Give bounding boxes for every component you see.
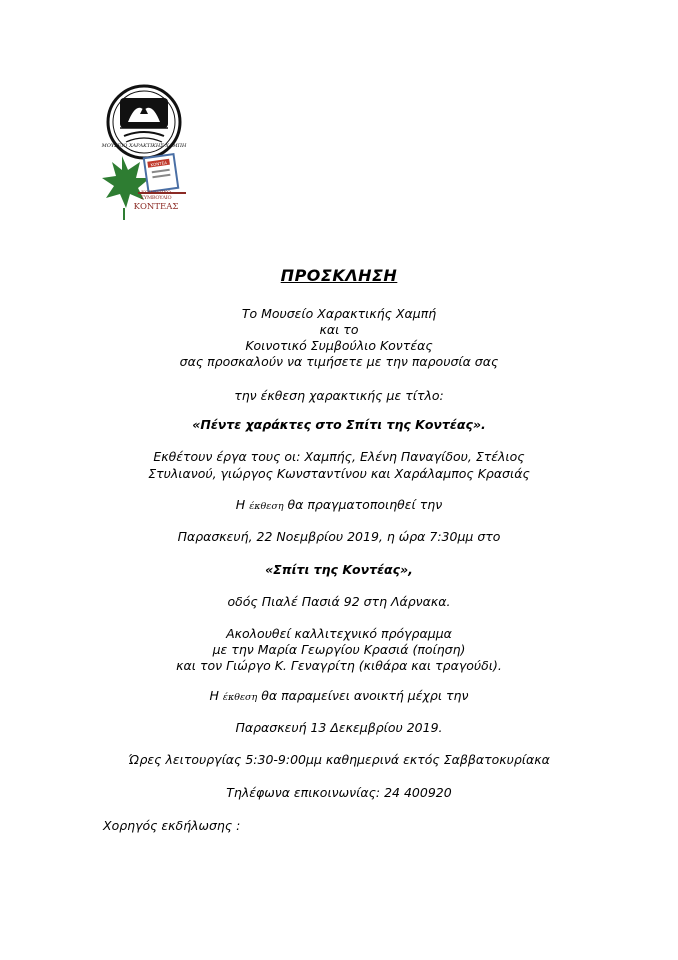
council-badge-text: ΚΟΝΤΕΑ	[150, 160, 168, 168]
council-logo-name: ΚΟΝΤΕΑΣ	[133, 202, 179, 212]
open-rest: θα παραμείνει ανοικτή μέχρι την	[261, 688, 469, 703]
museum-seal-logo	[101, 84, 187, 160]
opening-rest: θα πραγματοποιηθεί την	[287, 497, 443, 512]
sponsor-label: Χορηγός εκδήλωσης :	[103, 818, 241, 833]
open-exhibition-word: έκθεση	[222, 692, 258, 703]
intro-line-1: Το Μουσείο Χαρακτικής Χαμπή	[241, 306, 437, 321]
artists-line-1: Εκθέτουν έργα τους οι: Χαμπής, Ελένη Παναγίδου, Στέλιος	[153, 449, 525, 464]
council-logo-text	[126, 191, 186, 212]
venue-name: «Σπίτι της Κοντέας»,	[265, 562, 413, 577]
intro-line-4: σας προσκαλούν να τιμήσετε με την παρουσία σας	[179, 354, 499, 369]
closing-date: Παρασκευή 13 Δεκεμβρίου 2019.	[235, 720, 443, 735]
artists-line-2: Στυλιανού, γιώργος Κωνσταντίνου και Χαράλαμπος Κρασιάς	[148, 466, 530, 481]
open-until-sentence	[0, 688, 678, 706]
invitation-title: ΠΡΟΣΚΛΗΣΗ	[280, 266, 398, 285]
exhibition-intro: την έκθεση χαρακτικής με τίτλο:	[234, 388, 444, 403]
opening-hours: Ώρες λειτουργίας 5:30-9:00μμ καθημερινά εκτός Σαββατοκυρίακα	[128, 752, 550, 767]
contact-phone: Τηλέφωνα επικοινωνίας: 24 400920	[226, 785, 452, 800]
venue-address: οδός Πιαλέ Πασιά 92 στη Λάρνακα.	[227, 594, 451, 609]
opening-h: Η	[235, 497, 246, 512]
program-line-3: και τον Γιώργο Κ. Γεναγρίτη (κιθάρα και τραγούδι).	[176, 658, 502, 673]
intro-line-2: και το	[319, 322, 359, 337]
program-line-1: Ακολουθεί καλλιτεχνικό πρόγραμμα	[226, 626, 452, 641]
program-line-2: με την Μαρία Γεωργίου Κρασιά (ποίηση)	[212, 642, 466, 657]
opening-date: Παρασκευή, 22 Νοεμβρίου 2019, η ώρα 7:30μμ στο	[177, 529, 501, 544]
opening-sentence	[0, 497, 678, 515]
open-h: Η	[209, 688, 219, 703]
opening-exhibition-word: έκθεση	[249, 501, 284, 512]
intro-line-3: Κοινοτικό Συμβούλιο Κοντέας	[245, 338, 433, 353]
exhibition-title: «Πέντε χαράκτες στο Σπίτι της Κοντέας».	[192, 417, 486, 432]
museum-seal-text: ΜΟΥΣΕΙΟ ΧΑΡΑΚΤΙΚΗΣ ΧΑΜΠΗ	[101, 143, 187, 149]
council-logo-small-text: ΚΟΙΝΟΤΙΚΟ ΣΥΜΒΟΥΛΙΟ	[140, 190, 172, 201]
